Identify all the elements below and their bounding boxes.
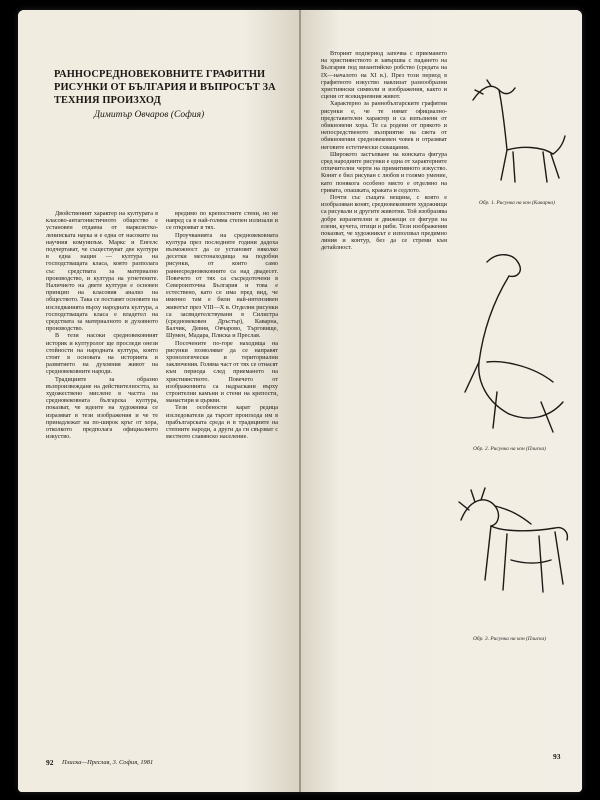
figure-caption: Обр. 3. Рисунка на кон (Плиска)	[473, 636, 546, 642]
article-author: Димитър Овчаров (София)	[94, 110, 205, 120]
paragraph: Проучванията на средновековната култура през последните години дадоха възможност да се установят няколко десетки местонаходища на подобни рисунки, от които само раннесредновековните са над двадесет. Повечето от тях са съсредоточени в Североизточна България и това е естествено, като се има пред вид, че именно там е били най-интензивен животът през VIII—X в. Отделни рисунки са засвидетелствувани в Силистра (средновековен Дръстър), Каварна, Балчик, Девня, Овчарово, Търговище, Шумен, Мадара, Плиска и Преслав.	[166, 231, 278, 340]
figure-caption: Обр. 2. Рисунка на кон (Плиска)	[473, 446, 546, 452]
paragraph: Широкото застъпване на конската фигура сред народните рисунки е една от характерните отличителни черти на примитивното изкуство. Конят е бил рисуван с любов и голямо умение, като понякога особено място е отделяно на гривата, опашката, краката и седлото.	[321, 150, 447, 194]
paragraph: Почти със същата вещина, с която е изобразяван конят, средновековните художници са рисували и другите животни. Той изобразява добре изразителни и движещи се фигури на елени, кучета, птици и риби. Тези изображения показват, че художникът е използвал предимно линия и контур, без да се стреми към детайлност.	[321, 194, 447, 252]
paragraph: Тези особености карат редица изследователи да търсят произхода им в прабългарската среда и в традициите на степните народи, а други да ги свързват с местното славянско население.	[166, 404, 278, 441]
page-number-left: 92	[46, 758, 54, 767]
right-page	[301, 10, 582, 792]
paragraph: Посочените по-горе находища на рисунки позволяват да се направят хронологически и териториални заключения. Голяма част от тях се отнасят към периода след приемането на християнството. Повечето от изображенията са надраскани върху строителни камъни и стени на крепости, манастири и църкви.	[166, 339, 278, 405]
paragraph: Характерно за раннобългарските графитни рисунки е, че те нямат официално-представителен характер и са изпълнени от обикновени хора. Те са родени от прякото и непосредственото възприятие на света от обикновения средновековен човек и отразяват неговите естетически схващания.	[321, 100, 447, 151]
horse-graffito-sketch-icon	[451, 480, 575, 630]
running-footer: Плиска—Преслав, 3. София, 1981	[62, 759, 154, 766]
figure-caption: Обр. 1. Рисунка на кон (Каварна)	[479, 200, 555, 206]
left-column-2	[166, 210, 278, 441]
horse-graffito-sketch-icon	[453, 242, 573, 442]
left-page	[18, 10, 301, 792]
paragraph: Традициите за образно възпроизвеждане на действителността, за художествено мислене в частта на средновековната българска култура, показват, че идеите на художника се изразяват в тези изображения и че те принадлежат на по-широк кръг от хора, отколкото предполага официалното изкуство.	[46, 375, 158, 441]
book-spread	[18, 10, 582, 792]
paragraph: вредимо по крепостните стени, но не навред са в най-голяма степен излизали и се открояват в тях.	[166, 210, 278, 232]
horse-graffito-sketch-icon	[461, 70, 571, 210]
right-column	[321, 50, 447, 252]
paragraph: Вторият подпериод започва с приемането на християнството и завършва с падането на България под византийско робство (средата на IX—началото на XI в.). През този период в графитното изкуство навлизат разнообразни християнски символи и изображения, както и сцени от всекидневния живот.	[321, 50, 447, 101]
paragraph: Двойственият характер на културата в класово-антагонистичното общество е установен отдавна от марксистко-ленинската наука и е една от насоките на научния комунизъм. Маркс и Енгелс подчертават, че съществуват две култури в една нация — култура на господстващата класа, която разполага със средствата за материално производство, и култура на угнетените. Наличието на двете култури е основен принцип на класовия анализ на обществото. Така се поставят основите на изследванията върху народната култура, а господстващата класа е владетел на средствата за материалното и духовното производство.	[46, 210, 158, 333]
left-column-1	[46, 210, 158, 441]
paragraph: В тези насоки средновековният историк и културолог ще проследи онези стойности на народната култура, които стоят в основата на историята и развитието на духовния живот на средновековните народи.	[46, 332, 158, 376]
page-number-right: 93	[553, 752, 561, 761]
article-title: РАННОСРЕДНОВЕКОВНИТЕ ГРАФИТНИ РИСУНКИ ОТ БЪЛГАРИЯ И ВЪПРОСЪТ ЗА ТЕХНИЯ ПРОИЗХОД	[54, 69, 276, 106]
